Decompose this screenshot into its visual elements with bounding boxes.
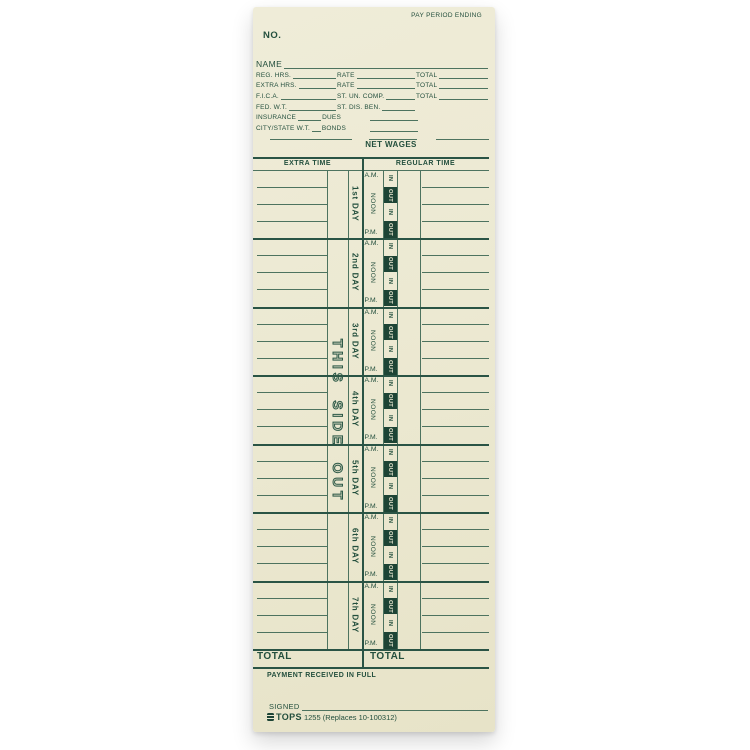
out-label: OUT — [387, 462, 393, 476]
in-label: IN — [387, 209, 393, 216]
in-label: IN — [387, 380, 393, 387]
noon-cell — [362, 392, 383, 426]
extra-time-write-line — [257, 563, 327, 564]
in-label: IN — [387, 483, 393, 490]
punch-in-cell — [384, 170, 397, 186]
tops-logo-icon — [267, 713, 274, 721]
am-label: A.M. — [364, 514, 379, 521]
extra-time-write-line — [257, 632, 327, 633]
payroll-label: F.I.C.A. — [256, 92, 279, 100]
pm-label: P.M. — [364, 571, 378, 578]
payroll-label: TOTAL — [415, 92, 438, 100]
extra-time-write-line — [257, 341, 327, 342]
regular-time-write-line — [422, 289, 489, 290]
form-number: 1255 (Replaces 10-100312) — [303, 712, 397, 722]
pm-label: P.M. — [364, 365, 378, 373]
punch-out-cell — [384, 427, 397, 443]
in-label: IN — [387, 414, 393, 422]
in-label: IN — [387, 517, 393, 524]
day-label: 3rd DAY — [350, 322, 360, 359]
regular-time-write-line — [422, 461, 489, 462]
extra-time-header: EXTRA TIME — [283, 159, 332, 167]
punch-out-cell — [384, 564, 397, 580]
noon-label: NOON — [369, 535, 376, 557]
noon-label: NOON — [369, 467, 376, 489]
extra-time-write-line — [257, 358, 327, 359]
punch-out-cell — [384, 290, 397, 306]
regular-time-write-line — [422, 341, 489, 342]
pm-label: P.M. — [364, 502, 378, 510]
punch-out-cell — [384, 221, 397, 237]
out-label: OUT — [387, 633, 393, 647]
in-label: IN — [387, 346, 393, 353]
out-label: OUT — [387, 325, 393, 339]
day-label: 5th DAY — [350, 459, 360, 496]
payroll-label: ST. UN. COMP. — [336, 92, 385, 100]
out-label: OUT — [387, 359, 393, 373]
punch-in-cell — [384, 239, 397, 255]
extra-time-write-line — [257, 187, 327, 188]
regular-time-write-line — [422, 221, 489, 222]
extra-time-write-line — [257, 598, 327, 599]
day-label: 2nd DAY — [350, 253, 360, 292]
regular-time-write-line — [422, 392, 489, 393]
out-label: OUT — [387, 428, 393, 442]
pm-label: P.M. — [364, 297, 378, 304]
extra-time-write-line — [257, 426, 327, 427]
signed-label: SIGNED — [269, 702, 300, 711]
day-label: 1st DAY — [350, 185, 360, 222]
in-label: IN — [387, 277, 393, 285]
time-card — [253, 7, 495, 732]
in-label: IN — [387, 620, 393, 627]
out-label: OUT — [387, 291, 393, 305]
in-label: IN — [387, 551, 393, 559]
extra-time-write-line — [257, 478, 327, 479]
payroll-label: REG. HRS. — [256, 71, 292, 79]
am-label: A.M. — [364, 582, 379, 590]
in-label: IN — [387, 448, 393, 456]
punch-in-cell — [384, 615, 397, 631]
regular-time-write-line — [422, 426, 489, 427]
day-label-cell — [348, 444, 362, 513]
regular-time-write-line — [422, 187, 489, 188]
punch-out-cell — [384, 358, 397, 374]
extra-time-write-line — [257, 272, 327, 273]
regular-time-write-line — [422, 495, 489, 496]
regular-time-write-line — [422, 632, 489, 633]
punch-out-cell — [384, 530, 397, 546]
punch-out-cell — [384, 461, 397, 477]
payroll-label: INSURANCE — [256, 114, 297, 122]
pay-period-ending-label: PAY PERIOD ENDING — [411, 12, 482, 19]
regular-time-header: REGULAR TIME — [395, 159, 456, 167]
punch-out-cell — [384, 632, 397, 648]
punch-out-cell — [384, 393, 397, 409]
extra-time-write-line — [257, 615, 327, 616]
day-label: 6th DAY — [350, 528, 360, 565]
payroll-label: TOTAL — [415, 82, 438, 90]
pm-label: P.M. — [364, 228, 378, 236]
extra-time-write-line — [257, 529, 327, 530]
extra-time-write-line — [257, 461, 327, 462]
punch-in-cell — [384, 410, 397, 426]
pm-label: P.M. — [364, 434, 378, 441]
noon-cell — [362, 461, 383, 495]
out-label: OUT — [387, 188, 393, 202]
regular-time-write-line — [422, 478, 489, 479]
punch-in-cell — [384, 478, 397, 494]
brand-name: TOPS — [276, 712, 302, 722]
brand-line — [267, 712, 397, 722]
payroll-label: FED. W.T. — [256, 103, 288, 111]
payroll-label: TOTAL — [415, 71, 438, 79]
noon-label: NOON — [369, 193, 376, 215]
out-label: OUT — [387, 599, 393, 613]
extra-time-write-line — [257, 324, 327, 325]
regular-time-write-line — [422, 598, 489, 599]
total-extra-label: TOTAL — [257, 651, 292, 662]
regular-time-write-line — [422, 272, 489, 273]
total-row-bottom — [253, 667, 489, 669]
am-label: A.M. — [364, 308, 379, 316]
payroll-label: ST. DIS. BEN. — [336, 103, 381, 111]
day-label: 7th DAY — [350, 596, 360, 633]
payroll-label: CITY/STATE W.T. — [256, 124, 311, 132]
time-table — [253, 7, 495, 732]
pm-label: P.M. — [364, 639, 378, 647]
side-text-cell — [327, 310, 348, 532]
punch-in-cell — [384, 513, 397, 529]
punch-in-cell — [384, 547, 397, 563]
regular-time-write-line — [422, 615, 489, 616]
noon-cell — [362, 598, 383, 632]
noon-label: NOON — [369, 261, 376, 283]
out-label: OUT — [387, 496, 393, 510]
regular-time-write-line — [422, 255, 489, 256]
name-label: NAME — [256, 59, 283, 69]
punch-out-cell — [384, 256, 397, 272]
net-wages-label: NET WAGES — [365, 140, 417, 149]
total-regular-label: TOTAL — [370, 651, 405, 662]
noon-label: NOON — [369, 330, 376, 352]
payroll-label: EXTRA HRS. — [256, 82, 297, 90]
col-rule — [397, 170, 398, 650]
punch-in-cell — [384, 204, 397, 220]
extra-time-write-line — [257, 392, 327, 393]
day-label-cell — [348, 238, 362, 307]
extra-time-write-line — [257, 546, 327, 547]
in-label: IN — [387, 311, 393, 319]
noon-label: NOON — [369, 398, 376, 420]
noon-cell — [362, 187, 383, 221]
day-label-cell — [348, 307, 362, 376]
punch-out-cell — [384, 598, 397, 614]
punch-in-cell — [384, 581, 397, 597]
regular-time-write-line — [422, 546, 489, 547]
punch-out-cell — [384, 187, 397, 203]
extra-time-write-line — [257, 289, 327, 290]
no-label: NO. — [263, 30, 282, 41]
col-rule — [420, 170, 421, 650]
signed-write-line — [302, 704, 488, 711]
payroll-label: RATE — [336, 71, 355, 79]
signed-row — [269, 701, 489, 711]
out-label: OUT — [387, 531, 393, 545]
extra-time-write-line — [257, 409, 327, 410]
noon-cell — [362, 324, 383, 358]
out-label: OUT — [387, 257, 393, 271]
regular-time-write-line — [422, 529, 489, 530]
am-label: A.M. — [364, 377, 379, 384]
day-label-cell — [348, 512, 362, 581]
extra-time-write-line — [257, 495, 327, 496]
punch-in-cell — [384, 444, 397, 460]
regular-time-write-line — [422, 563, 489, 564]
out-label: OUT — [387, 222, 393, 236]
am-label: A.M. — [364, 445, 379, 453]
in-label: IN — [387, 243, 393, 250]
noon-cell — [362, 529, 383, 563]
day-label-cell — [348, 581, 362, 650]
regular-time-write-line — [422, 358, 489, 359]
am-label: A.M. — [364, 240, 379, 247]
noon-label: NOON — [369, 604, 376, 626]
payroll-label: RATE — [336, 82, 355, 90]
out-label: OUT — [387, 565, 393, 579]
extra-time-write-line — [257, 204, 327, 205]
in-label: IN — [387, 585, 393, 593]
punch-in-cell — [384, 273, 397, 289]
extra-time-write-line — [257, 221, 327, 222]
punch-in-cell — [384, 307, 397, 323]
punch-out-cell — [384, 324, 397, 340]
punch-in-cell — [384, 341, 397, 357]
regular-time-write-line — [422, 204, 489, 205]
punch-in-cell — [384, 376, 397, 392]
extra-time-write-line — [257, 255, 327, 256]
day-label-cell — [348, 375, 362, 444]
am-label: A.M. — [364, 171, 379, 179]
regular-time-write-line — [422, 409, 489, 410]
this-side-out-label: THIS SIDE OUT — [330, 338, 345, 504]
day-label: 4th DAY — [350, 391, 360, 428]
payment-received-label: PAYMENT RECEIVED IN FULL — [267, 672, 377, 679]
day-label-cell — [348, 170, 362, 239]
payroll-label: BONDS — [321, 124, 346, 132]
payroll-label: DUES — [322, 114, 341, 122]
noon-cell — [362, 255, 383, 289]
in-label: IN — [387, 174, 393, 182]
punch-out-cell — [384, 495, 397, 511]
regular-time-write-line — [422, 324, 489, 325]
out-label: OUT — [387, 394, 393, 408]
table-header-bottom — [253, 170, 489, 171]
